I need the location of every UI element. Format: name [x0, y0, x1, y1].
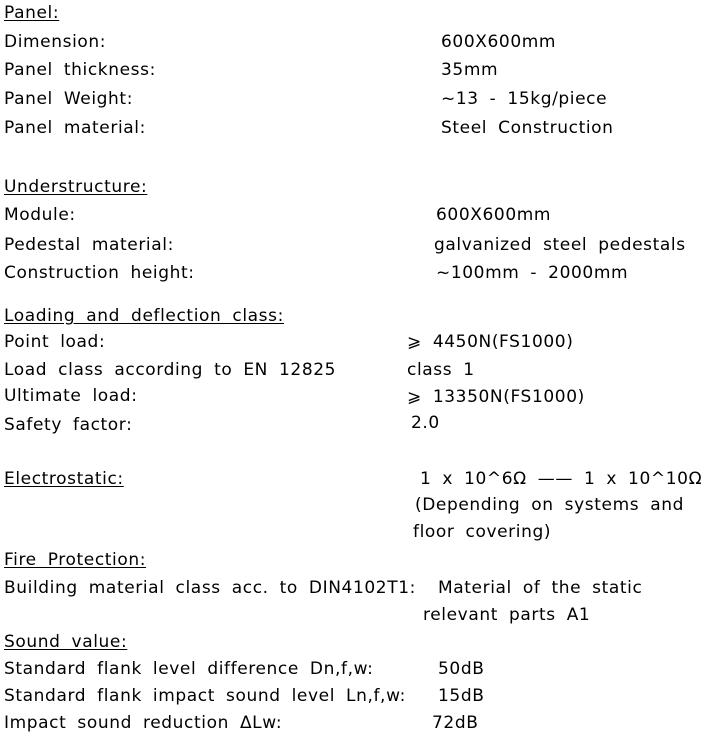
panel-weight-value: ~13 - 15kg/piece — [441, 89, 608, 109]
pedestal-material-value: galvanized steel pedestals — [434, 235, 686, 255]
panel-thickness-label: Panel thickness: — [4, 60, 156, 80]
load-class-label: Load class according to EN 12825 — [4, 360, 337, 380]
loading-heading: Loading and deflection class: — [4, 306, 284, 326]
safety-factor-value: 2.0 — [411, 413, 440, 433]
dimension-label: Dimension: — [4, 32, 107, 52]
module-value: 600X600mm — [436, 205, 552, 225]
panel-weight-label: Panel Weight: — [4, 89, 134, 109]
building-material-class-label: Building material class acc. to DIN4102T1: — [4, 578, 416, 598]
panel-thickness-value: 35mm — [441, 60, 499, 80]
electrostatic-value-line-3: floor covering) — [413, 522, 552, 542]
ultimate-load-label: Ultimate load: — [4, 386, 138, 406]
construction-height-value: ~100mm - 2000mm — [436, 263, 629, 283]
electrostatic-heading: Electrostatic: — [4, 469, 124, 489]
sound-value-heading: Sound value: — [4, 632, 128, 652]
impact-sound-reduction-value: 72dB — [432, 713, 479, 733]
fire-value-line-2: relevant parts A1 — [423, 605, 591, 625]
impact-sound-reduction-label: Impact sound reduction ΔLw: — [4, 713, 283, 733]
electrostatic-value-line-2: (Depending on systems and — [415, 495, 684, 515]
flank-impact-sound-label: Standard flank impact sound level Ln,f,w: — [4, 686, 406, 706]
dimension-value: 600X600mm — [441, 32, 557, 52]
ultimate-load-value: ⩾ 13350N(FS1000) — [407, 387, 585, 407]
fire-protection-heading: Fire Protection: — [4, 550, 147, 570]
safety-factor-label: Safety factor: — [4, 415, 133, 435]
electrostatic-value-line-1: 1 x 10^6Ω —— 1 x 10^10Ω — [420, 469, 703, 489]
construction-height-label: Construction height: — [4, 263, 195, 283]
flank-level-difference-value: 50dB — [438, 659, 485, 679]
point-load-value: ⩾ 4450N(FS1000) — [407, 332, 574, 352]
pedestal-material-label: Pedestal material: — [4, 235, 174, 255]
flank-level-difference-label: Standard flank level difference Dn,f,w: — [4, 659, 374, 679]
fire-value-line-1: Material of the static — [438, 578, 643, 598]
point-load-label: Point load: — [4, 332, 106, 352]
flank-impact-sound-value: 15dB — [438, 686, 485, 706]
understructure-heading: Understructure: — [4, 177, 148, 197]
module-label: Module: — [4, 205, 76, 225]
panel-material-label: Panel material: — [4, 118, 146, 138]
load-class-value: class 1 — [407, 360, 475, 380]
panel-heading: Panel: — [4, 3, 60, 23]
panel-material-value: Steel Construction — [441, 118, 614, 138]
